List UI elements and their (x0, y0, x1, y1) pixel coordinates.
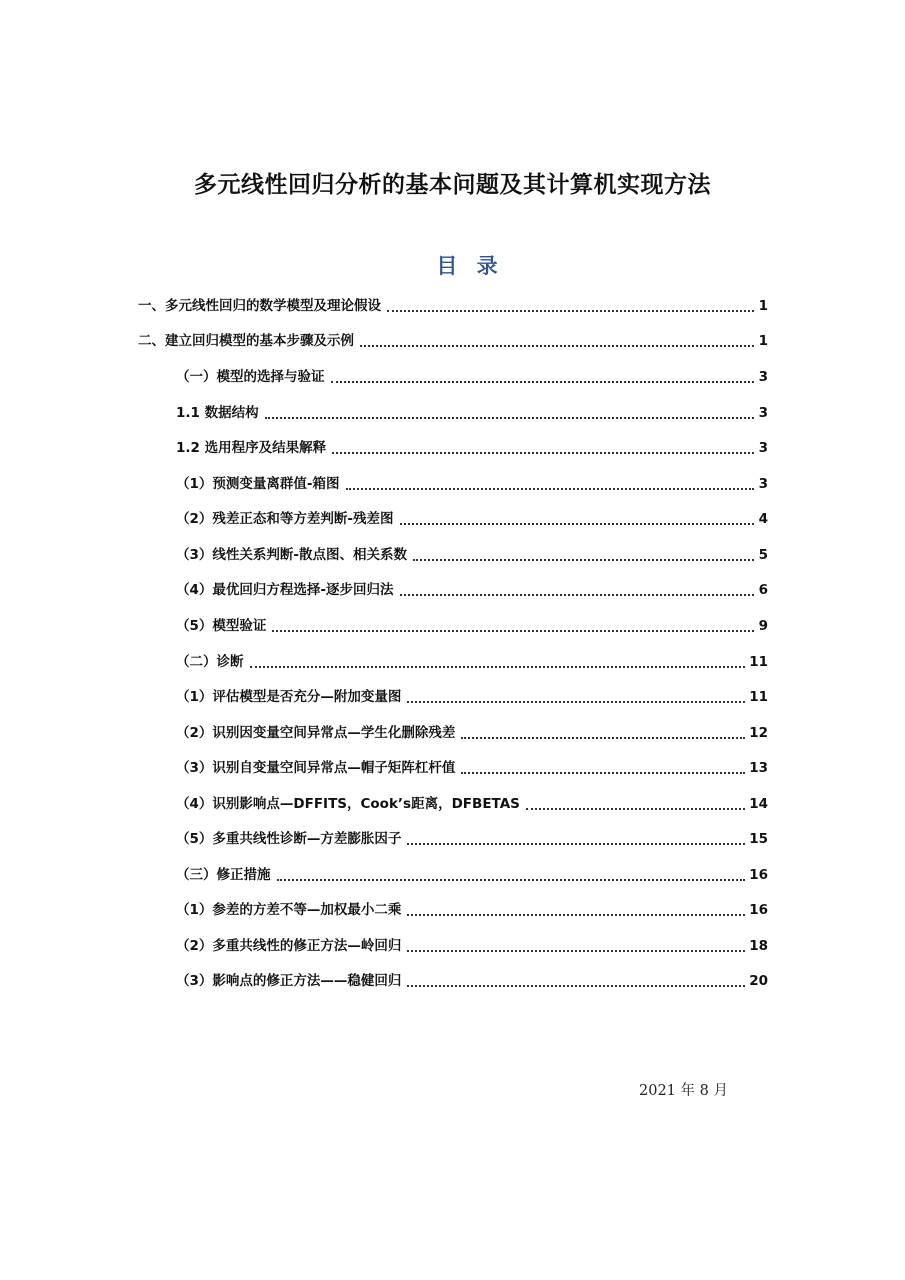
toc-entry-label: （二）诊断 (176, 654, 244, 670)
toc-entry-label: （三）修正措施 (176, 867, 271, 883)
toc-leader-dots (332, 452, 754, 454)
toc-entry[interactable] (176, 472, 768, 496)
toc-leader-dots (250, 666, 746, 668)
toc-entry-label: （1）预测变量离群值-箱图 (176, 476, 340, 492)
toc-leader-dots (407, 701, 745, 703)
toc-leader-dots (331, 381, 755, 383)
toc-entry-label: （4）最优回归方程选择-逐步回归法 (176, 582, 394, 598)
document-title: 多元线性回归分析的基本问题及其计算机实现方法 (194, 172, 711, 198)
toc-entry[interactable] (176, 578, 768, 602)
toc-entry-page: 9 (758, 618, 768, 634)
toc-leader-dots (407, 985, 745, 987)
toc-entry[interactable] (176, 650, 768, 674)
toc-entry-page: 18 (749, 938, 768, 954)
toc-entry-label: （1）参差的方差不等—加权最小二乘 (176, 902, 402, 918)
toc-entry-page: 6 (758, 582, 768, 598)
toc-leader-dots (461, 772, 745, 774)
toc-entry-page: 15 (749, 831, 768, 847)
toc-leader-dots (407, 843, 745, 845)
toc-entry[interactable] (176, 365, 768, 389)
toc-entry-page: 1 (758, 333, 768, 349)
toc-entry[interactable] (176, 934, 768, 958)
toc-entry-page: 3 (758, 440, 768, 456)
toc-leader-dots (526, 808, 745, 810)
toc-entry-page: 13 (749, 760, 768, 776)
toc-leader-dots (400, 523, 755, 525)
toc-leader-dots (407, 950, 745, 952)
toc-entry-label: （1）评估模型是否充分—附加变量图 (176, 689, 402, 705)
toc-entry[interactable] (176, 685, 768, 709)
toc-entry-page: 4 (758, 511, 768, 527)
toc-entry[interactable] (138, 294, 768, 318)
toc-entry-page: 11 (749, 654, 768, 670)
document-date: 2021 年 8 月 (639, 1083, 728, 1099)
toc-entry-label: （4）识别影响点—DFFITS，Cook’s距离，DFBETAS (176, 796, 520, 812)
toc-entry-page: 3 (758, 405, 768, 421)
toc-entry-page: 1 (758, 298, 768, 314)
toc-entry[interactable] (176, 863, 768, 887)
toc-leader-dots (272, 630, 754, 632)
toc-entry-label: 1.1 数据结构 (176, 405, 259, 421)
toc-entry-label: （3）线性关系判断-散点图、相关系数 (176, 547, 407, 563)
toc-entry-label: 一、多元线性回归的数学模型及理论假设 (138, 298, 381, 314)
toc-entry-label: （5）模型验证 (176, 618, 267, 634)
toc-entry-page: 3 (758, 476, 768, 492)
toc-entry-label: （一）模型的选择与验证 (176, 369, 325, 385)
toc-entry-label: 二、建立回归模型的基本步骤及示例 (138, 333, 354, 349)
toc-leader-dots (400, 594, 755, 596)
toc-leader-dots (461, 737, 745, 739)
toc-entry-label: （5）多重共线性诊断—方差膨胀因子 (176, 831, 402, 847)
toc-entry-page: 12 (749, 725, 768, 741)
toc-entry-label: （2）多重共线性的修正方法—岭回归 (176, 938, 402, 954)
toc-entry[interactable] (176, 436, 768, 460)
toc-leader-dots (387, 310, 754, 312)
toc-entry[interactable] (176, 721, 768, 745)
toc-entry-page: 16 (749, 867, 768, 883)
toc-entry[interactable] (176, 969, 768, 993)
toc-entry-page: 11 (749, 689, 768, 705)
toc-entry-label: 1.2 选用程序及结果解释 (176, 440, 327, 456)
toc-entry-label: （3）识别自变量空间异常点—帽子矩阵杠杆值 (176, 760, 456, 776)
toc-entry-page: 5 (758, 547, 768, 563)
toc-entry-page: 20 (749, 973, 768, 989)
toc-entry[interactable] (176, 543, 768, 567)
toc-entry-label: （3）影响点的修正方法——稳健回归 (176, 973, 402, 989)
toc-entry-label: （2）识别因变量空间异常点—学生化删除残差 (176, 725, 456, 741)
toc-entry-page: 16 (749, 902, 768, 918)
toc-entry[interactable] (176, 827, 768, 851)
toc-entry[interactable] (176, 507, 768, 531)
toc-leader-dots (360, 345, 754, 347)
toc-entry[interactable] (176, 756, 768, 780)
toc-entry-page: 14 (749, 796, 768, 812)
toc-entry[interactable] (176, 401, 768, 425)
toc-leader-dots (413, 559, 754, 561)
toc-heading: 目 录 (436, 254, 504, 278)
toc-entry-label: （2）残差正态和等方差判断-残差图 (176, 511, 394, 527)
toc-entry[interactable] (176, 614, 768, 638)
toc-entry[interactable] (176, 792, 768, 816)
toc-leader-dots (277, 879, 746, 881)
toc-entry[interactable] (138, 329, 768, 353)
toc-leader-dots (407, 914, 745, 916)
toc-leader-dots (346, 488, 755, 490)
toc-entry[interactable] (176, 898, 768, 922)
toc-entry-page: 3 (758, 369, 768, 385)
toc-leader-dots (265, 417, 754, 419)
